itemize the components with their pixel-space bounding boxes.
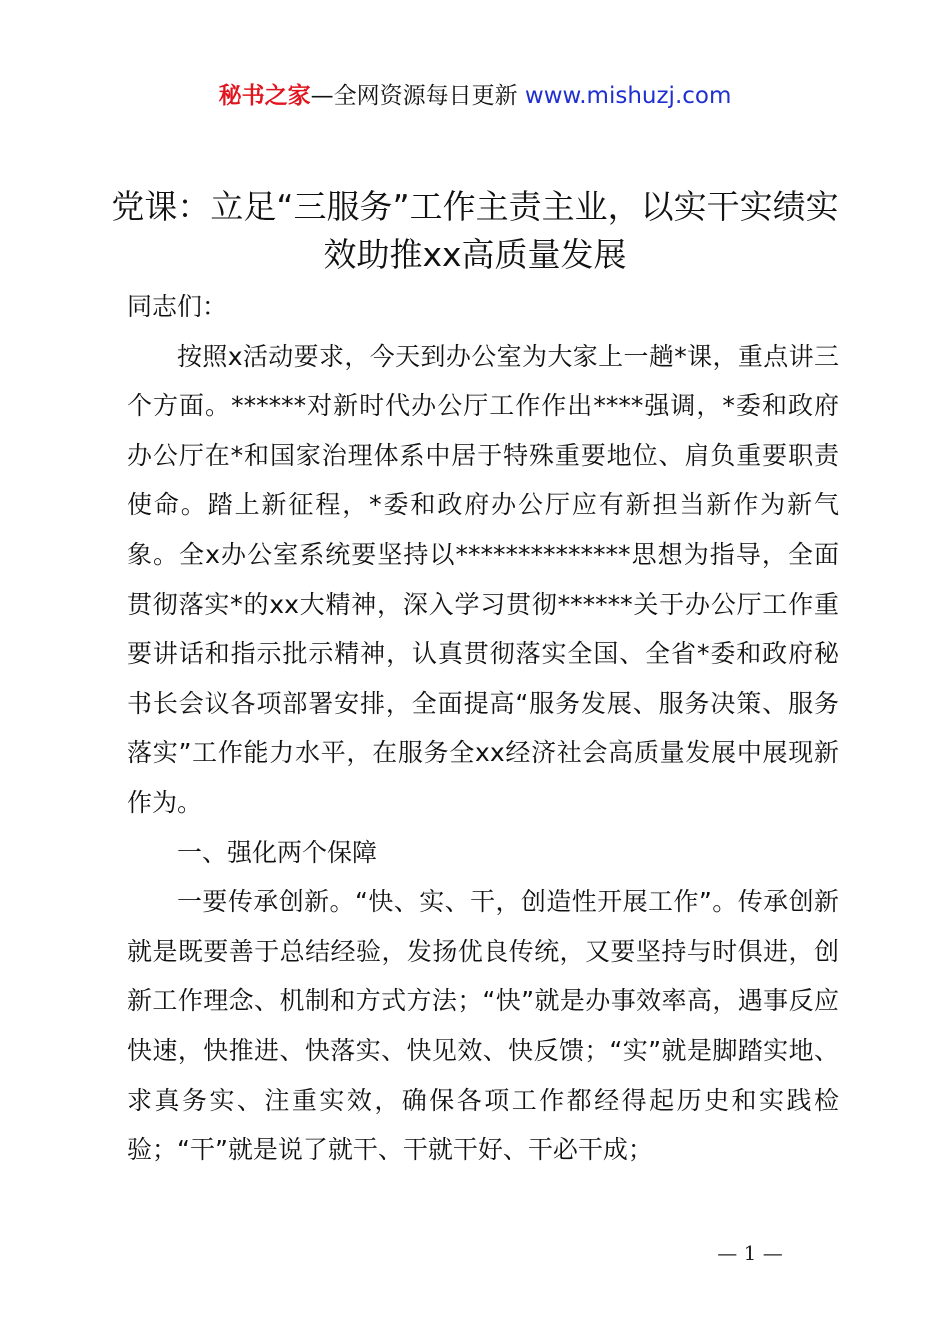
document-body bbox=[127, 282, 839, 1175]
intro-paragraph: 按照x活动要求，今天到办公室为大家上一趟*课，重点讲三个方面。******对新时代办公厅工作作出****强调，*委和政府办公厅在*和国家治理体系中居于特殊重要地位、肩负重要职责使命。踏上新征程，*委和政府办公厅应有新担当新作为新气象。全x办公室系统要坚持以**************思想为指导，全面贯彻落实*的xx大精神，深入学习贯彻******关于办公厅工作重要讲话和指示批示精神，认真贯彻落实全国、全省*委和政府秘书长会议各项部署安排，全面提高“服务发展、服务决策、服务落实”工作能力水平，在服务全xx经济社会高质量发展中展现新作为。 bbox=[127, 341, 839, 817]
brand-name: 秘书之家 bbox=[218, 83, 311, 109]
site-header bbox=[0, 80, 950, 112]
site-url-link[interactable]: www.mishuzj.com bbox=[524, 83, 732, 109]
salutation: 同志们： bbox=[127, 292, 228, 321]
header-tagline: —全网资源每日更新 bbox=[310, 83, 525, 109]
body-paragraph: 一要传承创新。“快、实、干，创造性开展工作”。传承创新就是既要善于总结经验，发扬优良传统，又要坚持与时俱进，创新工作理念、机制和方式方法；“快”就是办事效率高，遇事反应快速，快推进、快落实、快见效、快反馈；“实”就是脚踏实地、求真务实、注重实效，确保各项工作都经得起历史和实践检验；“干”就是说了就干、干就干好、干必干成； bbox=[127, 887, 839, 1165]
section-heading: 一、强化两个保障 bbox=[177, 837, 378, 867]
document-title: 党课：立足“三服务”工作主责主业，以实干实绩实效助推xx高质量发展 bbox=[111, 187, 839, 274]
page-number: — 1 — bbox=[717, 1241, 783, 1265]
